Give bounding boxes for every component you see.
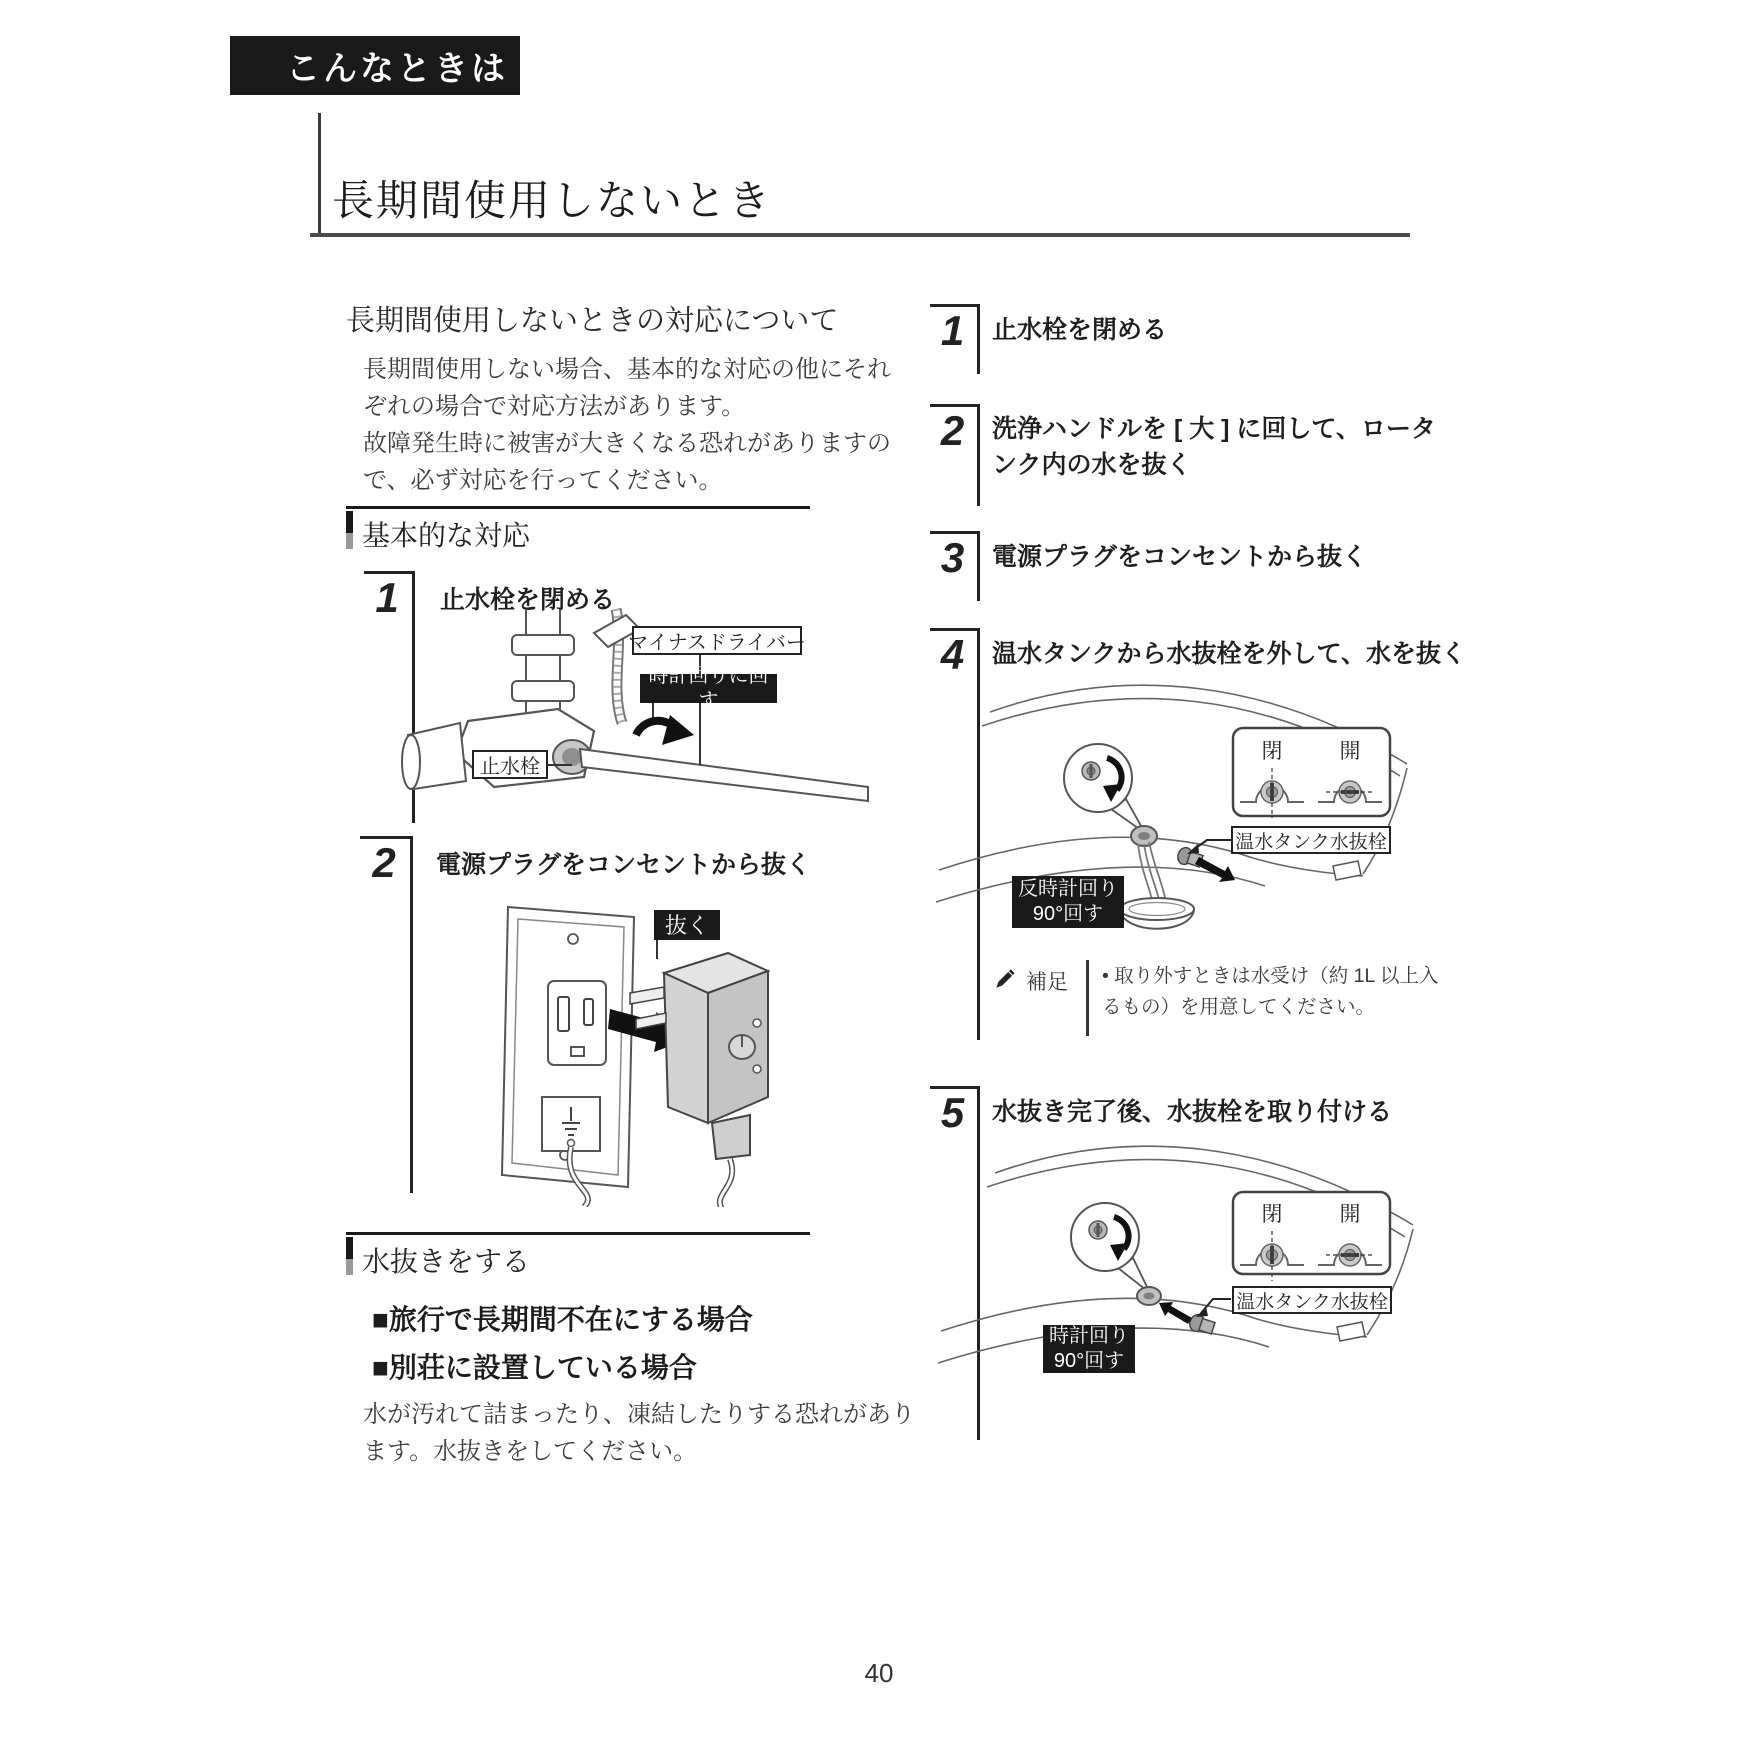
section-drain-header <box>346 1232 810 1278</box>
inset-open-label: 開 <box>1339 1203 1361 1226</box>
inset-closed-label: 閉 <box>1261 740 1283 763</box>
label-tank-drain-plug: 温水タンク水抜栓 <box>1232 1286 1392 1314</box>
step-number: 5 <box>940 1089 965 1136</box>
inset-closed-label: 閉 <box>1261 1203 1283 1226</box>
step-title: 止水栓を閉める <box>440 586 616 614</box>
step-number: 1 <box>375 574 399 621</box>
about-line: で、必ず対応を行ってください。 <box>363 467 723 494</box>
label-shutoff-valve: 止水栓 <box>472 750 548 779</box>
step-number: 3 <box>940 534 965 581</box>
turn-label-line: 90°回す <box>1053 1350 1125 1372</box>
label-screwdriver: マイナスドライバー <box>632 626 802 655</box>
inset-open-label: 開 <box>1339 740 1361 763</box>
drain-plug-attach-illustration <box>935 1125 1440 1440</box>
label-tank-drain-plug: 温水タンク水抜栓 <box>1231 826 1391 854</box>
step-title: 温水タンクから水抜栓を外して、水を抜く <box>992 640 1467 668</box>
pencil-icon <box>994 964 1020 990</box>
drain-case-travel: ■旅行で長期間不在にする場合 <box>372 1304 753 1335</box>
about-line: 故障発生時に被害が大きくなる恐れがありますの <box>363 430 891 457</box>
step-number: 1 <box>940 307 965 354</box>
about-line: 長期間使用しない場合、基本的な対応の他にそれ <box>363 356 891 383</box>
label-turn-clockwise-90 <box>1043 1325 1135 1373</box>
step-title: 電源プラグをコンセントから抜く <box>436 851 812 879</box>
turn-label-line: 90°回す <box>1032 903 1104 925</box>
step-title: 水抜き完了後、水抜栓を取り付ける <box>992 1098 1393 1126</box>
step-number: 2 <box>940 407 965 454</box>
turn-label-line: 時計回り <box>1049 1325 1129 1347</box>
section-tab-label: こんなときは <box>286 50 508 88</box>
drain-line: ます。水抜きをしてください。 <box>363 1438 698 1465</box>
page-title: 長期間使用しないとき <box>332 177 773 224</box>
power-plug-illustration <box>458 895 780 1207</box>
step-vline <box>410 836 413 1193</box>
step-vline <box>977 531 980 601</box>
about-heading: 長期間使用しないときの対応について <box>346 305 839 337</box>
section-accent-bar <box>346 511 353 549</box>
note-text: • 取り外すときは水受け（約 1L 以上入るもの）を用意してください。 <box>1102 965 1439 1018</box>
label-pull-out: 抜く <box>654 910 720 940</box>
label-turn-counterclockwise <box>1012 876 1124 928</box>
section-basic-header <box>346 506 810 552</box>
step-number: 2 <box>372 839 396 886</box>
title-vertical-bar <box>318 113 321 235</box>
note-label: 補足 <box>1026 971 1068 994</box>
drain-case-villa: ■別荘に設置している場合 <box>372 1352 697 1383</box>
step-number: 4 <box>940 631 965 678</box>
drain-line: 水が汚れて詰まったり、凍結したりする恐れがあり <box>363 1401 915 1428</box>
section-accent-bar <box>346 1237 353 1275</box>
section-tab <box>230 36 520 95</box>
section-drain-title: 水抜きをする <box>362 1246 531 1277</box>
label-turn-clockwise: 時計回りに回す <box>640 674 777 703</box>
step-title: 電源プラグをコンセントから抜く <box>992 543 1368 571</box>
step-title: 洗浄ハンドルを [ 大 ] に回して、ロータンク内の水を抜く <box>992 415 1436 479</box>
about-line: ぞれの場合で対応方法があります。 <box>363 393 746 420</box>
title-rule <box>310 233 1410 237</box>
page-number: 40 <box>864 1658 894 1688</box>
step-title: 止水栓を閉める <box>992 316 1168 344</box>
step-vline <box>977 404 980 506</box>
turn-label-line: 反時計回り <box>1018 878 1118 900</box>
step-vline <box>977 304 980 374</box>
note-divider <box>1086 960 1089 1036</box>
section-basic-title: 基本的な対応 <box>362 520 531 551</box>
